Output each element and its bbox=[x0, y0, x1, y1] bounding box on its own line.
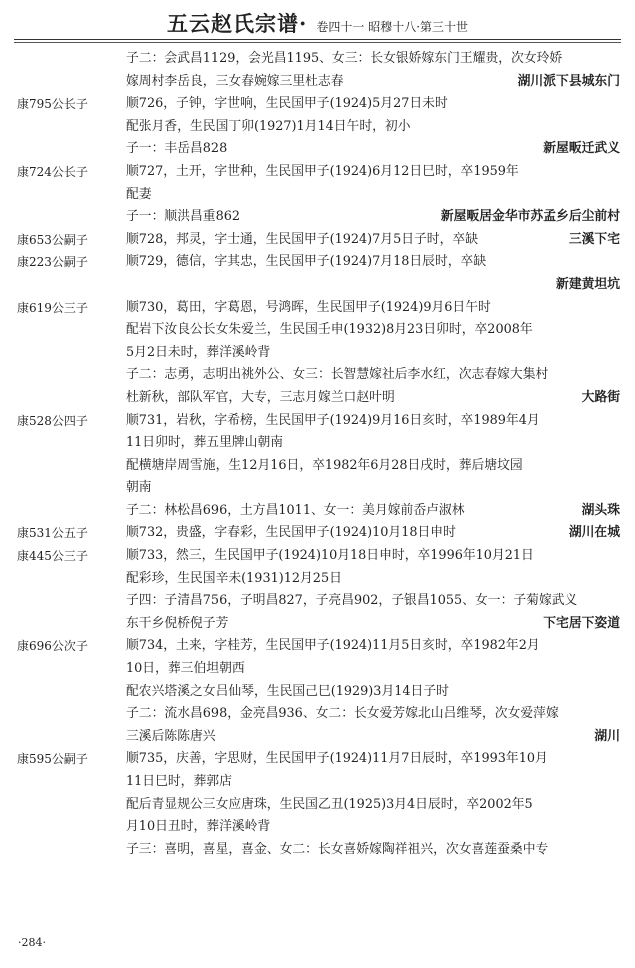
residence-location: 下宅居下姿道 bbox=[543, 615, 620, 631]
entry-text: 5月2日未时，葬洋溪岭背 bbox=[126, 344, 271, 360]
header-rule-thin bbox=[14, 42, 621, 43]
entry-text: 子二：林松昌696，土方昌1011、女一：美月嫁前岙卢淑林 bbox=[126, 502, 465, 518]
lineage-label: 康696公次子 bbox=[17, 639, 88, 654]
entry-text: 配农兴塔溪之女吕仙琴，生民国己巳(1929)3月14日子时 bbox=[126, 683, 449, 699]
entry-line bbox=[0, 93, 635, 116]
entry-line bbox=[0, 545, 635, 568]
entry-text: 10日，葬三伯坦朝西 bbox=[126, 661, 245, 677]
entry-text: 配妻 bbox=[126, 186, 152, 202]
entry-line bbox=[0, 116, 635, 139]
lineage-label: 康795公长子 bbox=[17, 97, 88, 112]
entry-line bbox=[0, 319, 635, 342]
entry-text: 月10日丑时，葬洋溪岭背 bbox=[126, 819, 271, 835]
entry-text: 顺732，贵盛，字春彩，生民国甲子(1924)10月18日申时 bbox=[126, 525, 456, 541]
genealogy-title: 五云赵氏宗谱· bbox=[166, 11, 308, 36]
entry-line bbox=[0, 71, 635, 94]
entry-line bbox=[0, 477, 635, 500]
entry-text: 子二：会武昌1129，会光昌1195、女三：长女银娇嫁东门王耀贵，次女玲娇 bbox=[126, 51, 563, 66]
entry-line bbox=[0, 184, 635, 207]
entry-line bbox=[0, 568, 635, 591]
entry-line bbox=[0, 635, 635, 658]
entry-line bbox=[0, 748, 635, 771]
entry-text: 子一：顺洪昌重862 bbox=[126, 209, 241, 225]
entry-text: 配张月香，生民国丁卯(1927)1月14日午时，初小 bbox=[126, 118, 411, 134]
entry-line bbox=[0, 703, 635, 726]
entry-text: 顺733，然三，生民国甲子(1924)10月18日申时，卒1996年10月21日 bbox=[126, 548, 534, 564]
entry-line bbox=[0, 522, 635, 545]
header-rule bbox=[14, 39, 621, 40]
residence-location: 新建黄坦坑 bbox=[556, 276, 620, 292]
entry-text: 顺734，土来，字桂芳，生民国甲子(1924)11月5日亥时，卒1982年2月 bbox=[126, 638, 540, 654]
entry-text: 子四：子清昌756，子明昌827，子亮昌902，子银昌1055、女一：子菊嫁武义 bbox=[126, 593, 578, 609]
residence-location: 湖川派下县城东门 bbox=[517, 73, 620, 89]
entry-text: 11日卯时，葬五里牌山朝南 bbox=[126, 435, 284, 451]
entry-text: 配横塘岸周雪施，生12月16日，卒1982年6月28日戌时，葬后塘坟园 bbox=[126, 457, 523, 473]
entry-line bbox=[0, 229, 635, 252]
entry-text: 顺731，岩秋，字希榜，生民国甲子(1924)9月16日亥时，卒1989年4月 bbox=[126, 412, 540, 428]
residence-location: 三溪下宅 bbox=[568, 231, 620, 247]
entry-line bbox=[0, 658, 635, 681]
lineage-label: 康595公嗣子 bbox=[17, 752, 88, 767]
residence-location: 大路街 bbox=[581, 389, 620, 405]
lineage-label: 康531公五子 bbox=[17, 526, 88, 541]
entry-line bbox=[0, 297, 635, 320]
entry-text: 子二：流水昌698，金亮昌936、女二：长女爱芳嫁北山吕维琴，次女爱萍嫁 bbox=[126, 706, 559, 722]
residence-location: 新屋畈居金华市苏孟乡后尘前村 bbox=[440, 209, 620, 225]
entry-line bbox=[0, 387, 635, 410]
entry-line bbox=[0, 500, 635, 523]
entry-text: 嫁周村李岳良，三女春婉嫁三里杜志春 bbox=[126, 73, 344, 89]
lineage-label: 康653公嗣子 bbox=[17, 232, 88, 247]
lineage-label: 康528公四子 bbox=[17, 413, 88, 428]
entry-line bbox=[0, 138, 635, 161]
entry-line bbox=[0, 794, 635, 817]
residence-location: 湖川 bbox=[594, 728, 620, 744]
entry-text: 配岩下汝良公长女朱爱兰，生民国壬申(1932)8月23日卯时，卒2008年 bbox=[126, 322, 533, 338]
entry-line bbox=[0, 206, 635, 229]
entry-text: 顺728，邦灵，字士通，生民国甲子(1924)7月5日子时，卒缺 bbox=[126, 231, 478, 247]
entry-line bbox=[0, 432, 635, 455]
entry-text: 配后青显规公三女应唐珠，生民国乙丑(1925)3月4日辰时，卒2002年5 bbox=[126, 796, 533, 812]
entry-text: 11日巳时，葬郭店 bbox=[126, 774, 232, 789]
entry-line bbox=[0, 274, 635, 297]
volume-subtitle: 卷四十一 昭穆十八·第三十世 bbox=[316, 20, 469, 34]
page-number: ·284· bbox=[18, 936, 46, 949]
entry-line bbox=[0, 161, 635, 184]
entry-line bbox=[0, 816, 635, 839]
entry-text: 顺730，葛田，字葛恩，号鸿晖，生民国甲子(1924)9月6日午时 bbox=[126, 299, 491, 315]
genealogy-entries bbox=[0, 48, 635, 861]
entry-line bbox=[0, 251, 635, 274]
lineage-label: 康445公三子 bbox=[17, 549, 88, 564]
residence-location: 湖头珠 bbox=[581, 502, 620, 518]
entry-line bbox=[0, 364, 635, 387]
entry-text: 东干乡倪桥倪子芳 bbox=[126, 615, 229, 631]
entry-line bbox=[0, 410, 635, 433]
entry-line bbox=[0, 681, 635, 704]
entry-line bbox=[0, 726, 635, 749]
entry-text: 顺735，庆善，字思财，生民国甲子(1924)11月7日辰时，卒1993年10月 bbox=[126, 751, 548, 767]
lineage-label: 康724公长子 bbox=[17, 164, 88, 179]
entry-text: 朝南 bbox=[126, 480, 152, 496]
entry-line bbox=[0, 613, 635, 636]
lineage-label: 康619公三子 bbox=[17, 300, 88, 315]
entry-text: 顺726，子钟，字世响，生民国甲子(1924)5月27日未时 bbox=[126, 96, 448, 112]
entry-text: 子二：志勇，志明出祧外公、女三：长智慧嫁社后李水红，次志春嫁大集村 bbox=[126, 367, 549, 383]
page-header bbox=[0, 8, 635, 38]
entry-line bbox=[0, 590, 635, 613]
residence-location: 湖川在城 bbox=[568, 525, 620, 541]
entry-text: 子三：喜明，喜星，喜金、女二：长女喜娇嫁陶祥祖兴，次女喜莲蚕桑中专 bbox=[126, 841, 549, 857]
entry-text: 子一：丰岳昌828 bbox=[126, 141, 228, 157]
residence-location: 新屋畈迁武义 bbox=[543, 141, 620, 157]
entry-line bbox=[0, 771, 635, 794]
entry-line bbox=[0, 342, 635, 365]
entry-text: 配彩珍，生民国辛未(1931)12月25日 bbox=[126, 570, 342, 586]
entry-text: 杜新秋，部队军官，大专，三志月嫁兰口赵叶明 bbox=[126, 389, 395, 405]
entry-line bbox=[0, 48, 635, 71]
entry-line bbox=[0, 839, 635, 862]
entry-text: 顺729，德信，字其忠，生民国甲子(1924)7月18日辰时，卒缺 bbox=[126, 254, 487, 270]
lineage-label: 康223公嗣子 bbox=[17, 255, 88, 270]
entry-text: 三溪后陈陈唐兴 bbox=[126, 728, 216, 744]
entry-text: 顺727，土开，字世种，生民国甲子(1924)6月12日巳时，卒1959年 bbox=[126, 163, 519, 179]
entry-line bbox=[0, 455, 635, 478]
